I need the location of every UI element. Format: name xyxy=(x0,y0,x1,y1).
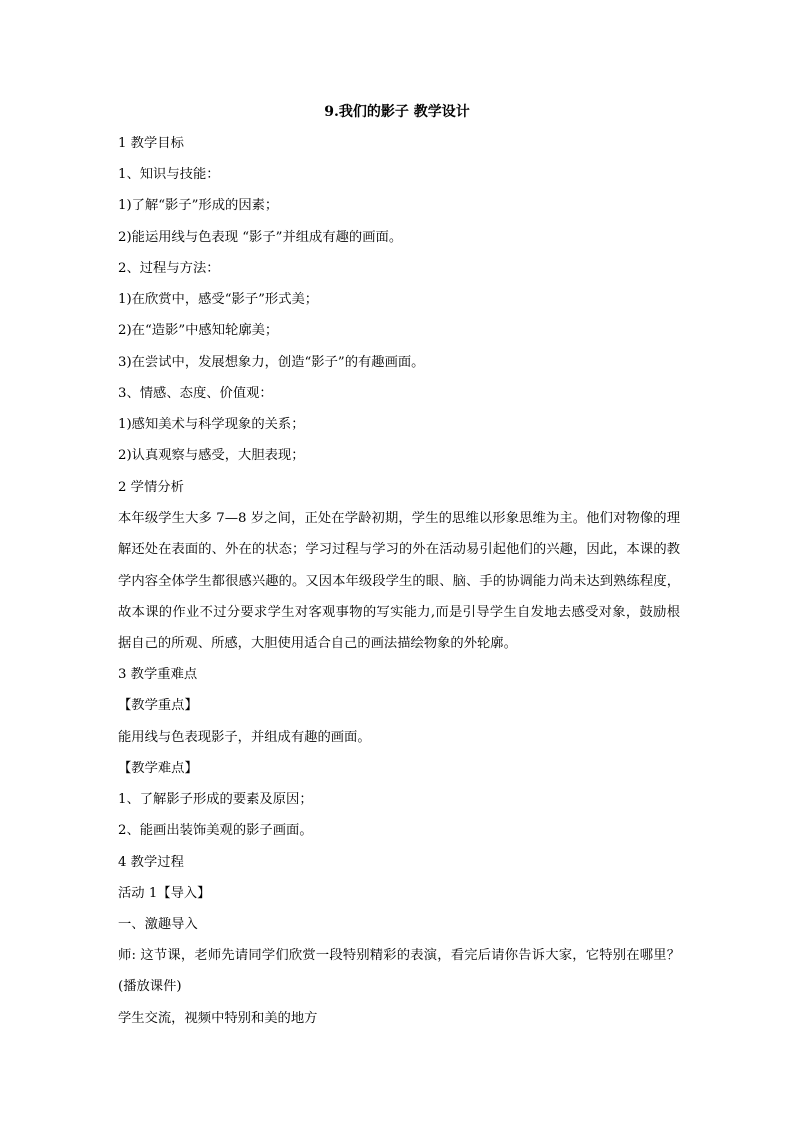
list-item: 1)了解“影子”形成的因素； xyxy=(118,198,279,213)
list-item: 1、了解影子形成的要素及原因； xyxy=(118,792,313,807)
section-heading-analysis: 2 学情分析 xyxy=(118,480,184,495)
student-note: 学生交流，视频中特别和美的地方 xyxy=(118,1011,318,1026)
list-item: 能用线与色表现影子，并组成有趣的画面。 xyxy=(118,730,371,745)
subheading-knowledge-skills: 1、知识与技能： xyxy=(118,167,220,182)
step-heading: 一、激趣导入 xyxy=(118,917,198,932)
section-heading-process: 4 教学过程 xyxy=(118,855,184,870)
section-heading-objectives: 1 教学目标 xyxy=(118,136,184,151)
subheading-emotion-values: 3、情感、态度、价值观： xyxy=(118,386,273,401)
subheading-difficult-point: 【教学难点】 xyxy=(118,761,198,776)
subheading-key-point: 【教学重点】 xyxy=(118,698,198,713)
subheading-process-methods: 2、过程与方法： xyxy=(118,261,220,276)
list-item: 2)认真观察与感受，大胆表现； xyxy=(118,448,305,463)
list-item: 1)在欣赏中，感受“影子”形式美； xyxy=(118,292,319,307)
document-title: 9.我们的影子 教学设计 xyxy=(324,104,470,120)
activity-heading: 活动 1【导入】 xyxy=(118,886,211,901)
analysis-paragraph: 本年级学生大多 7—8 岁之间，正处在学龄初期，学生的思维以形象思维为主。他们对物像的理解还处在表面的、外在的状态；学习过程与学习的外在活动易引起他们的兴趣，因此，本课的教学内容全体学生都很感兴趣的。又因本年级段学生的眼、脑、手的协调能力尚未达到熟练程度，故本课的作业不过分要求学生对客观事物的写实能力,而是引导学生自发地去感受对象，鼓励根据自己的所观、所感，大胆使用适合自己的画法描绘物象的外轮廓。 xyxy=(118,511,680,652)
teacher-paragraph: 师: 这节课，老师先请同学们欣赏一段特别精彩的表演，看完后请你告诉大家，它特别在哪里？(播放课件) xyxy=(118,948,680,995)
list-item: 2)能运用线与色表现 “影子”并组成有趣的画面。 xyxy=(118,230,403,245)
list-item: 2)在“造影”中感知轮廓美； xyxy=(118,323,279,338)
list-item: 3)在尝试中，发展想象力，创造“影子”的有趣画面。 xyxy=(118,355,425,370)
list-item: 2、能画出装饰美观的影子画面。 xyxy=(118,823,313,838)
list-item: 1)感知美术与科学现象的关系； xyxy=(118,417,305,432)
section-heading-key-points: 3 教学重难点 xyxy=(118,667,198,682)
